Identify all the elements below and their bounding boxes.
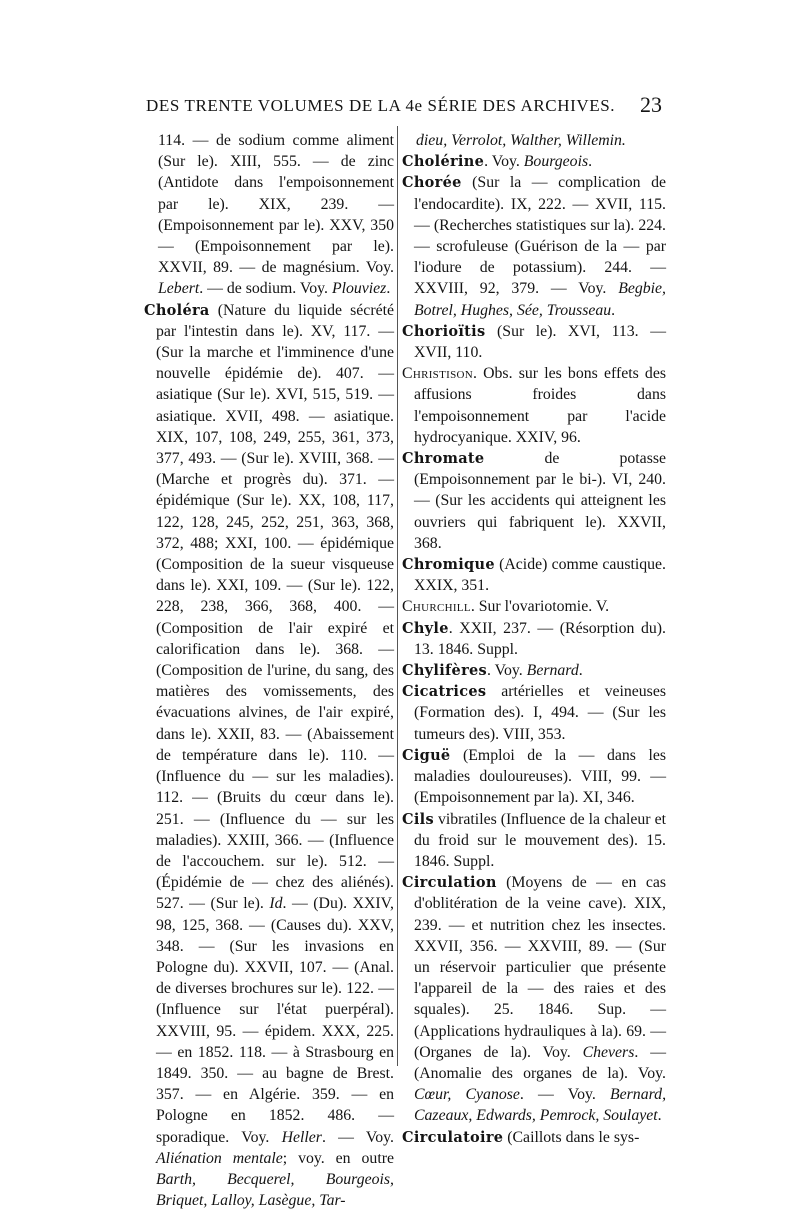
entry-text: de potasse (Empoisonnement par le bi-). VI, 240. — (Sur les accidents qui atteignent les ouvriers qui fabriquent le). XXVII, 368. <box>414 450 666 552</box>
entry-reference: Bourgeois <box>523 153 589 171</box>
left-entry <box>144 300 394 1212</box>
entry-text: . Obs. sur les bons effets des affusions froides dans l'empoisonnement par l'acide hydrocyanique. XXIV, 96. <box>414 365 666 446</box>
entry-text: . XXII, 237. — (Résorption du). 13. 1846. Suppl. <box>414 619 666 658</box>
entry-reference: Id <box>269 895 283 913</box>
entry-text: 114. — de sodium comme aliment (Sur le). XIII, 555. — de zinc (Antidote dans l'empoisonnement par le). XIX, 239. — (Empoisonnement par le). XXV, 350 — (Empoisonnement par le). XXVII, 89. — de magnésium. Voy. <box>158 132 394 277</box>
entry-text: (Moyens de — en cas d'oblitération de la veine cave). XIX, 239. — et nutrition chez les insectes. XXVII, 356. — XXVIII, 89. — (Sur un réservoir particulier que présente l'appareil de la — des raies et des squales). 25. 1846. Sup. — (Applications hydrauliques à la). 69. — (Organes de la). Voy. <box>414 874 666 1061</box>
entry-author: Churchill <box>402 598 471 616</box>
entry-text: artérielles et veineuses (Formation des). I, 494. — (Sur les tumeurs des). VIII, 353. <box>414 683 666 743</box>
entry-headword: Chorioïtis <box>402 322 486 340</box>
entry-headword: Cicatrices <box>402 683 487 701</box>
entry-headword: Cholérine <box>402 153 485 171</box>
entry-text: ; voy. en outre <box>282 1149 394 1167</box>
entry-reference: Chevers <box>582 1043 635 1061</box>
entry-text: . <box>578 662 583 680</box>
right-entry <box>402 448 666 554</box>
entry-reference: Cœur, Cyanose <box>414 1086 520 1104</box>
right-entry <box>402 660 666 681</box>
running-title: DES TRENTE VOLUMES DE LA 4e SÉRIE DES ARCHIVES. <box>146 96 616 115</box>
entry-reference: Barth, Becquerel, Bourgeois, Briquet, Lalloy, Lasègue, Tar- <box>156 1170 394 1210</box>
entry-headword: Chyle <box>402 619 449 637</box>
entry-headword: Chorée <box>402 174 462 192</box>
entry-reference: Plouviez <box>331 280 387 298</box>
right-entry <box>402 321 666 363</box>
entry-headword: Circulatoire <box>402 1128 504 1146</box>
entry-text: (Sur le). XVI, 113. — XVII, 110. <box>414 322 666 362</box>
right-entry <box>402 1127 666 1148</box>
left-column <box>144 130 394 1211</box>
entry-reference: dieu, Verrolot, Walther, Willemin. <box>416 132 626 149</box>
entry-text: (Acide) comme caustique. XXIX, 351. <box>414 556 666 595</box>
entry-text: . Sur l'ovariotomie. V. <box>470 598 610 616</box>
entry-headword: Chylifères <box>402 662 488 680</box>
entry-headword: Chromate <box>402 450 485 468</box>
right-entry <box>402 151 666 172</box>
entry-author: Christison <box>402 365 473 383</box>
entry-headword: Choléra <box>144 301 210 319</box>
entry-text: (Emploi de la — dans les maladies douloureuses). VIII, 99. — (Empoisonnement par la). XI, 346. <box>414 746 666 807</box>
entry-reference: Lebert <box>158 280 200 298</box>
entry-text: . <box>611 301 616 319</box>
entry-text: . — Voy. <box>321 1128 394 1146</box>
right-entry <box>402 363 666 448</box>
entry-text: . <box>588 153 593 171</box>
right-column <box>402 130 666 1148</box>
right-entry <box>402 130 666 151</box>
entry-reference: Aliénation mentale <box>156 1149 283 1167</box>
entry-reference: Bernard <box>526 662 579 680</box>
right-entry <box>402 809 666 873</box>
entry-reference: Heller <box>281 1128 322 1146</box>
entry-headword: Cils <box>402 810 434 828</box>
entry-text: . Voy. <box>487 662 527 680</box>
entry-text: (Caillots dans le sys- <box>503 1128 640 1146</box>
entry-headword: Ciguë <box>402 746 451 764</box>
right-entry <box>402 872 666 1126</box>
column-divider <box>397 126 398 1066</box>
right-entry <box>402 554 666 596</box>
right-entry <box>402 618 666 660</box>
left-entry <box>144 130 394 300</box>
right-entry <box>402 745 666 809</box>
entry-text: vibratiles (Influence de la chaleur et du froid sur le mouvement des). 15. 1846. Suppl. <box>414 810 666 870</box>
entry-text: (Sur la — complication de l'endocardite). IX, 222. — XVII, 115. — (Recherches statistiques sur la). 224. — scrofuleuse (Guérison de la — par l'iodure de potassium). 244. — XXVIII, 92, 379. — Voy. <box>414 174 666 298</box>
entry-headword: Chromique <box>402 556 495 574</box>
right-entry <box>402 172 666 320</box>
entry-text: . <box>386 280 391 298</box>
entry-headword: Circulation <box>402 874 497 892</box>
entry-text: . <box>657 1107 662 1125</box>
entry-reference: Begbie, Botrel, Hughes, Sée, Trousseau <box>414 280 666 319</box>
entry-reference: Bernard, Cazeaux, Edwards, Pemrock, Soulayet <box>414 1086 667 1125</box>
page-number: 23 <box>640 92 662 117</box>
entry-text: . — Voy. <box>519 1086 610 1104</box>
right-entry <box>402 681 666 745</box>
right-entry <box>402 596 666 617</box>
entry-text: . — (Du). XXIV, 98, 125, 368. — (Causes du). XXV, 348. — (Sur les invasions en Pologne du). XXVII, 107. — (Anal. de diverses brochures sur le). 122. — (Influence sur l'état puerpéral). XXVIII, 95. — épidem. XXX, 225. — en 1852. 118. — à Strasbourg en 1849. 350. — au bagne de Brest. 357. — en Algérie. 359. — en Pologne en 1852. 486. — sporadique. Voy. <box>156 895 394 1146</box>
entry-text: . — de sodium. Voy. <box>199 280 332 298</box>
entry-text: (Nature du liquide sécrété par l'intestin dans le). XV, 117. — (Sur la marche et l'imminence d'une nouvelle épidémie de). 407. — asiatique (Sur le). XVI, 515, 519. — asiatique. XVII, 498. — asiatique. XIX, 107, 108, 249, 255, 361, 373, 377, 493. — (Sur le). XVIII, 368. — (Marche et progrès du). 371. — épidémique (Sur le). XX, 108, 117, 122, 128, 245, 252, 251, 363, 368, 372, 488; XXI, 100. — épidémique (Composition de la sueur visqueuse dans le). XXI, 109. — (Sur le). 122, 228, 238, 366, 368, 400. — (Composition de l'air expiré et calorification dans le). 368. — (Composition de l'urine, du sang, des matières des vomissements, des évacuations alvines, de l'air expiré, dans le). XXII, 83. — (Abaissement de température dans le). 110. — (Influence du — sur les maladies). 112. — (Bruits du cœur dans le). 251. — (Influence du — sur les maladies). XXIII, 366. — (Influence de l'accouchem. sur le). 512. — (Épidémie de — chez des aliénés). 527. — (Sur le). <box>156 301 394 913</box>
entry-text: . Voy. <box>484 153 524 171</box>
entry-text: . — (Anomalie des organes de la). Voy. <box>414 1043 666 1082</box>
